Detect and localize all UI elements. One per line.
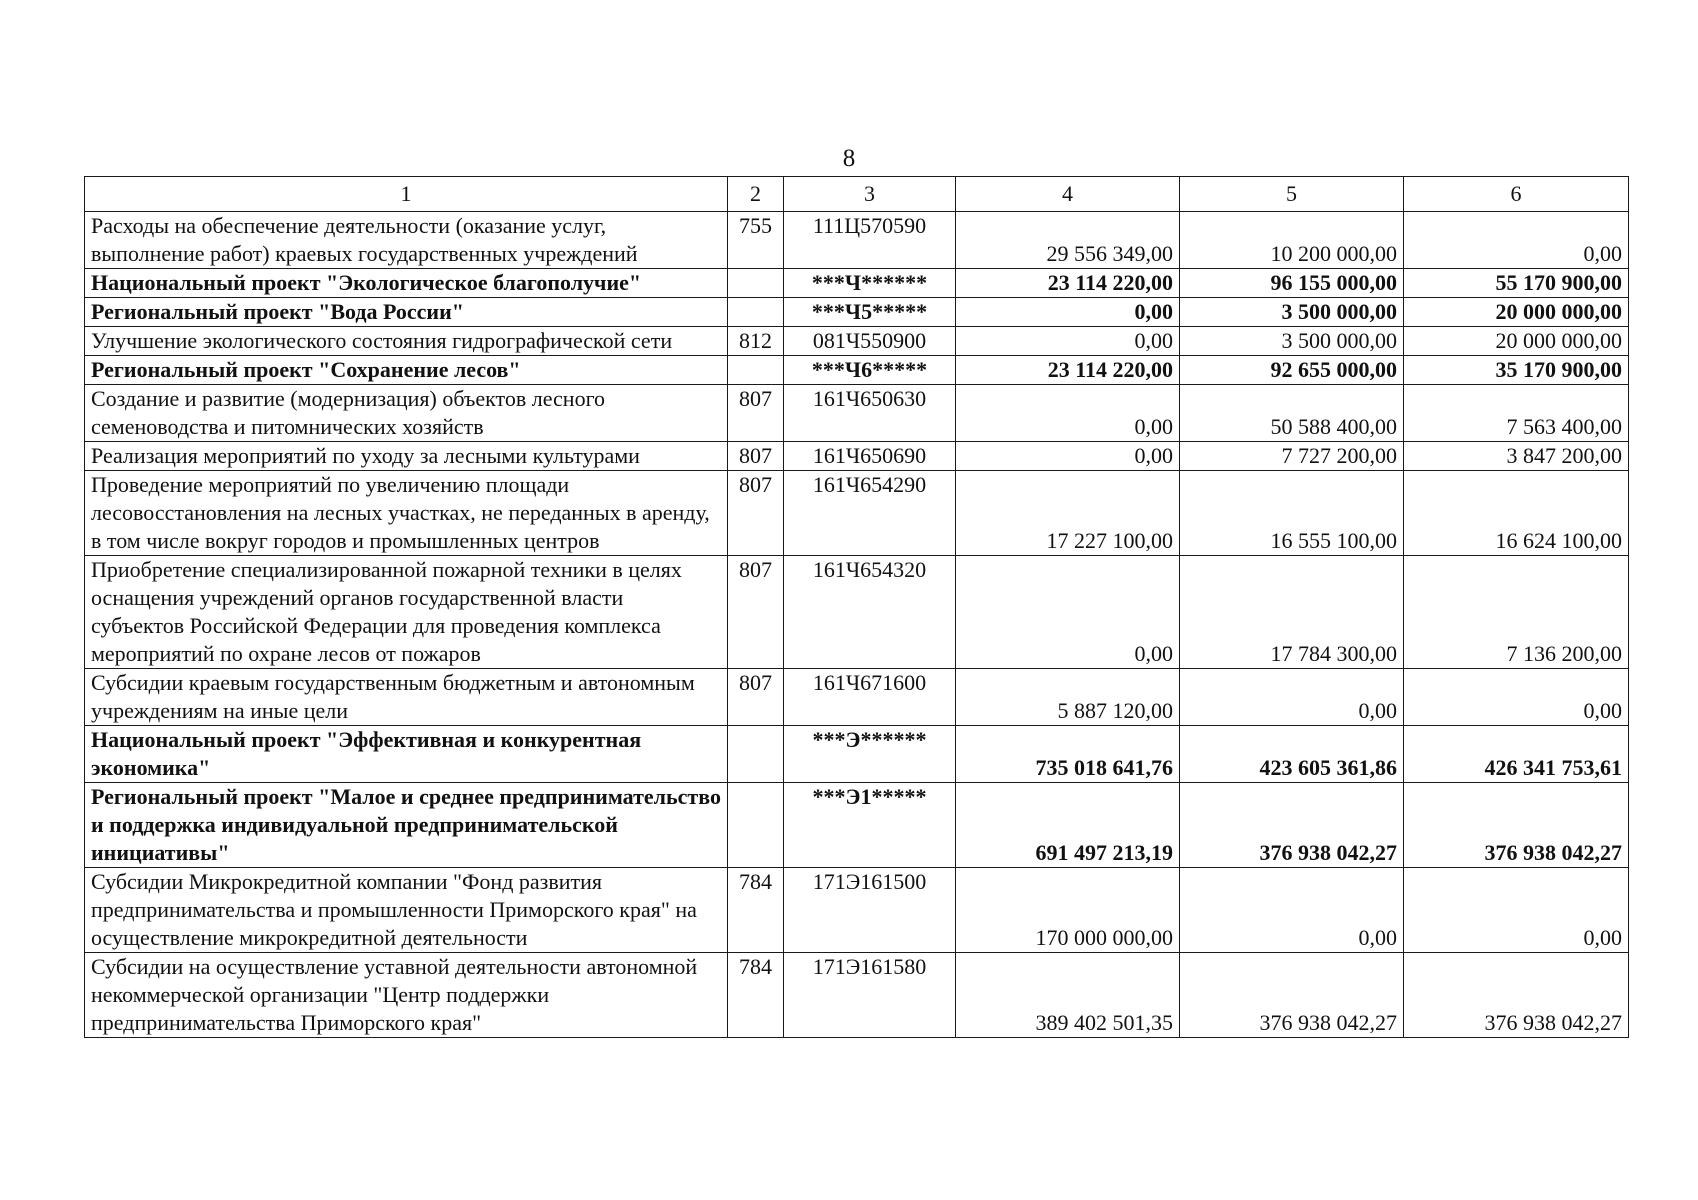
ministry-code-cell: 784 (728, 953, 784, 1038)
expenditure-name-cell: Реализация мероприятий по уходу за лесными культурами (85, 442, 728, 471)
amount-col6-cell: 7 136 200,00 (1404, 556, 1629, 669)
target-article-code-cell: 161Ч654320 (784, 556, 956, 669)
ministry-code-cell: 755 (728, 212, 784, 269)
amount-col4-cell: 0,00 (956, 385, 1180, 442)
target-article-code-cell: 161Ч650630 (784, 385, 956, 442)
ministry-code-cell: 807 (728, 471, 784, 556)
expenditure-name-cell: Субсидии Микрокредитной компании "Фонд развития предпринимательства и промышленности Приморского края" на осуществление микрокредитной деятельности (85, 868, 728, 953)
amount-col5-cell: 0,00 (1180, 669, 1404, 726)
amount-col4-cell: 170 000 000,00 (956, 868, 1180, 953)
ministry-code-cell: 807 (728, 385, 784, 442)
amount-col6-cell: 376 938 042,27 (1404, 783, 1629, 868)
expenditure-name-cell: Приобретение специализированной пожарной техники в целях оснащения учреждений органов государственной власти субъектов Российской Федерации для проведения комплекса мероприятий по охране лесов от пожаров (85, 556, 728, 669)
amount-col5-cell: 16 555 100,00 (1180, 471, 1404, 556)
target-article-code-cell: 111Ц570590 (784, 212, 956, 269)
table-row (85, 385, 1629, 442)
expenditure-name-cell: Субсидии на осуществление уставной деятельности автономной некоммерческой организации "Центр поддержки предпринимательства Приморского края" (85, 953, 728, 1038)
target-article-code-cell: 171Э161500 (784, 868, 956, 953)
amount-col5-cell: 423 605 361,86 (1180, 726, 1404, 783)
target-article-code-cell: 171Э161580 (784, 953, 956, 1038)
ministry-code-cell (728, 356, 784, 385)
amount-col4-cell: 389 402 501,35 (956, 953, 1180, 1038)
amount-col6-cell: 0,00 (1404, 669, 1629, 726)
amount-col6-cell: 376 938 042,27 (1404, 953, 1629, 1038)
amount-col6-cell: 55 170 900,00 (1404, 269, 1629, 298)
target-article-code-cell: ***Ч5***** (784, 298, 956, 327)
ministry-code-cell: 807 (728, 556, 784, 669)
table-row (85, 471, 1629, 556)
amount-col4-cell: 23 114 220,00 (956, 356, 1180, 385)
table-row (85, 269, 1629, 298)
target-article-code-cell: ***Ч6***** (784, 356, 956, 385)
expenditure-name-cell: Региональный проект "Вода России" (85, 298, 728, 327)
table-row (85, 783, 1629, 868)
target-article-code-cell: 081Ч550900 (784, 327, 956, 356)
amount-col5-cell: 7 727 200,00 (1180, 442, 1404, 471)
column-number-header-row (85, 177, 1629, 212)
amount-col6-cell: 16 624 100,00 (1404, 471, 1629, 556)
amount-col5-cell: 376 938 042,27 (1180, 783, 1404, 868)
ministry-code-cell: 784 (728, 868, 784, 953)
amount-col4-cell: 0,00 (956, 327, 1180, 356)
target-article-code-cell: 161Ч654290 (784, 471, 956, 556)
amount-col5-cell: 96 155 000,00 (1180, 269, 1404, 298)
amount-col4-cell: 17 227 100,00 (956, 471, 1180, 556)
ministry-code-cell (728, 269, 784, 298)
target-article-code-cell: 161Ч650690 (784, 442, 956, 471)
expenditure-name-cell: Региональный проект "Сохранение лесов" (85, 356, 728, 385)
amount-col5-cell: 3 500 000,00 (1180, 327, 1404, 356)
expenditure-name-cell: Создание и развитие (модернизация) объектов лесного семеноводства и питомнических хозяйств (85, 385, 728, 442)
amount-col5-cell: 17 784 300,00 (1180, 556, 1404, 669)
amount-col5-cell: 10 200 000,00 (1180, 212, 1404, 269)
amount-col6-cell: 20 000 000,00 (1404, 298, 1629, 327)
table-row (85, 556, 1629, 669)
page-number: 8 (842, 145, 856, 172)
column-header-amount-2: 5 (1180, 177, 1404, 212)
ministry-code-cell (728, 783, 784, 868)
amount-col5-cell: 50 588 400,00 (1180, 385, 1404, 442)
amount-col6-cell: 0,00 (1404, 212, 1629, 269)
expenditure-name-cell: Региональный проект "Малое и среднее предпринимательство и поддержка индивидуальной предпринимательской инициативы" (85, 783, 728, 868)
amount-col4-cell: 5 887 120,00 (956, 669, 1180, 726)
column-header-name: 1 (85, 177, 728, 212)
expenditure-name-cell: Национальный проект "Эффективная и конкурентная экономика" (85, 726, 728, 783)
amount-col5-cell: 3 500 000,00 (1180, 298, 1404, 327)
target-article-code-cell: ***Э1***** (784, 783, 956, 868)
table-row (85, 868, 1629, 953)
table-row (85, 669, 1629, 726)
expenditure-name-cell: Расходы на обеспечение деятельности (оказание услуг, выполнение работ) краевых государственных учреждений (85, 212, 728, 269)
column-header-csr: 3 (784, 177, 956, 212)
expenditure-name-cell: Проведение мероприятий по увеличению площади лесовосстановления на лесных участках, не переданных в аренду, в том числе вокруг городов и промышленных центров (85, 471, 728, 556)
amount-col6-cell: 20 000 000,00 (1404, 327, 1629, 356)
target-article-code-cell: 161Ч671600 (784, 669, 956, 726)
budget-table (84, 176, 1629, 1038)
table-row (85, 726, 1629, 783)
amount-col6-cell: 0,00 (1404, 868, 1629, 953)
target-article-code-cell: ***Э****** (784, 726, 956, 783)
column-header-amount-1: 4 (956, 177, 1180, 212)
amount-col4-cell: 0,00 (956, 298, 1180, 327)
amount-col6-cell: 426 341 753,61 (1404, 726, 1629, 783)
ministry-code-cell (728, 726, 784, 783)
table-row (85, 212, 1629, 269)
target-article-code-cell: ***Ч****** (784, 269, 956, 298)
table-row (85, 298, 1629, 327)
table-row (85, 356, 1629, 385)
ministry-code-cell: 807 (728, 442, 784, 471)
amount-col4-cell: 29 556 349,00 (956, 212, 1180, 269)
amount-col5-cell: 92 655 000,00 (1180, 356, 1404, 385)
expenditure-name-cell: Субсидии краевым государственным бюджетным и автономным учреждениям на иные цели (85, 669, 728, 726)
table-row (85, 327, 1629, 356)
amount-col4-cell: 0,00 (956, 556, 1180, 669)
expenditure-name-cell: Улучшение экологического состояния гидрографической сети (85, 327, 728, 356)
amount-col4-cell: 735 018 641,76 (956, 726, 1180, 783)
amount-col4-cell: 0,00 (956, 442, 1180, 471)
ministry-code-cell (728, 298, 784, 327)
ministry-code-cell: 807 (728, 669, 784, 726)
column-header-amount-3: 6 (1404, 177, 1629, 212)
amount-col5-cell: 376 938 042,27 (1180, 953, 1404, 1038)
table-row (85, 953, 1629, 1038)
column-header-code: 2 (728, 177, 784, 212)
expenditure-name-cell: Национальный проект "Экологическое благополучие" (85, 269, 728, 298)
amount-col4-cell: 691 497 213,19 (956, 783, 1180, 868)
table-row (85, 442, 1629, 471)
amount-col5-cell: 0,00 (1180, 868, 1404, 953)
ministry-code-cell: 812 (728, 327, 784, 356)
amount-col6-cell: 7 563 400,00 (1404, 385, 1629, 442)
amount-col4-cell: 23 114 220,00 (956, 269, 1180, 298)
amount-col6-cell: 35 170 900,00 (1404, 356, 1629, 385)
amount-col6-cell: 3 847 200,00 (1404, 442, 1629, 471)
